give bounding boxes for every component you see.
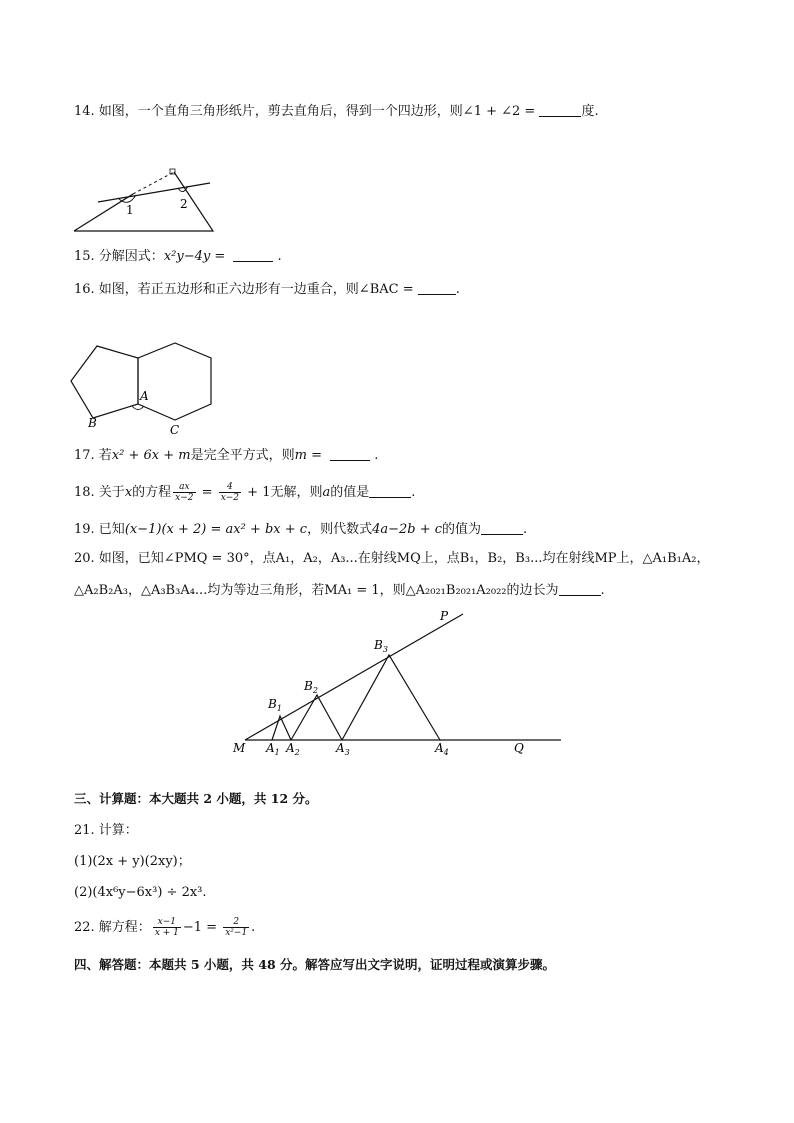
question-21-title: 21. 计算： [74,823,138,838]
question-20-line-1: 20. 如图，已知∠PMQ = 30°，点A₁，A₂，A₃...在射线MQ上，点B₁，B₂，B₃...均在射线MP上，△A₁B₁A₂， [74,551,710,566]
svg-text:B1: $B_1$ [268,697,282,713]
q14-text: 14. 如图，一个直角三角形纸片，剪去直角后，得到一个四边形，则∠1 + ∠2 = [74,104,540,119]
question-15: 15. 分解因式：x²y−4y = . [74,249,282,264]
q16-answer-blank[interactable] [418,294,456,295]
q15-answer-blank[interactable] [233,261,273,262]
svg-text:M: M [233,741,246,755]
svg-text:Q: Q [514,741,524,755]
q20-answer-blank[interactable] [559,595,601,596]
q14-answer-blank[interactable] [539,116,581,117]
q22-fraction-2: $\frac{2}{\text{x²−1}}$ [225,917,248,938]
section-3-title: 三、计算题：本大题共 2 小题，共 12 分。 [74,791,318,806]
q16-text: 16. 如图，若正五边形和正六边形有一边重合，则∠BAC = [74,282,418,297]
q14-label-2: 2 [180,197,188,211]
q17-answer-blank[interactable] [330,460,370,461]
q15-expression: x²y−4y = [163,249,230,264]
q22-fraction-1: $\frac{x-1}{x + 1}$ [154,917,179,938]
q16-label-A: A [140,389,149,403]
svg-text:A1: $A_1$ [266,741,280,757]
question-21-part-1: (1)(2x + y)(2xy)； [74,854,191,869]
svg-text:A4: $A_4$ [435,741,449,757]
question-22: 22. 解方程： $\frac{x-1}{x + 1}$ −1 = $\frac{2}{\text{x²−1}}$ . [74,917,256,938]
svg-text:B2: $B_2$ [304,679,318,695]
q18-fraction-1: $\frac{ax}{x-2}$ [175,482,194,503]
question-14: 14. 如图，一个直角三角形纸片，剪去直角后，得到一个四边形，则∠1 + ∠2 = 度. [74,104,599,119]
section-4-title: 四、解答题：本题共 5 小题，共 48 分。解答应写出文字说明，证明过程或演算步骤。 [74,957,556,972]
question-20-line-2: △A₂B₂A₃，△A₃B₃A₄...均为等边三角形，若MA₁ = 1，则△A₂₀₂₁B₂₀₂₁A₂₀₂₂的边长为 . [74,583,605,598]
q16-figure [68,336,218,440]
q14-figure [70,164,220,236]
svg-text:A3: $A_3$ [336,741,350,757]
question-18: 18. 关于x的方程 $\frac{ax}{x-2}$ = $\frac{4}{x-2}$ + 1无解，则a的值是 . [74,482,416,503]
svg-text:B3: $B_3$ [374,638,388,654]
question-17: 17. 若x² + 6x + m是完全平方式，则m = . [74,448,379,463]
svg-text:A2: $A_2$ [286,741,300,757]
question-21-part-2: (2)(4x⁶y−6x³) ÷ 2x³. [74,885,207,900]
question-19: 19. 已知(x−1)(x + 2) = ax² + bx + c，则代数式4a−2b + c的值为 . [74,522,528,537]
q16-label-C: C [170,423,180,437]
svg-text:P: P [440,609,449,623]
q14-label-1: 1 [126,203,134,217]
question-16: 16. 如图，若正五边形和正六边形有一边重合，则∠BAC = . [74,282,460,297]
q20-figure [228,604,568,760]
q18-fraction-2: $\frac{4}{x-2}$ [220,482,240,503]
q19-answer-blank[interactable] [481,534,523,535]
q18-answer-blank[interactable] [369,497,411,498]
q16-label-B: B [88,416,97,430]
